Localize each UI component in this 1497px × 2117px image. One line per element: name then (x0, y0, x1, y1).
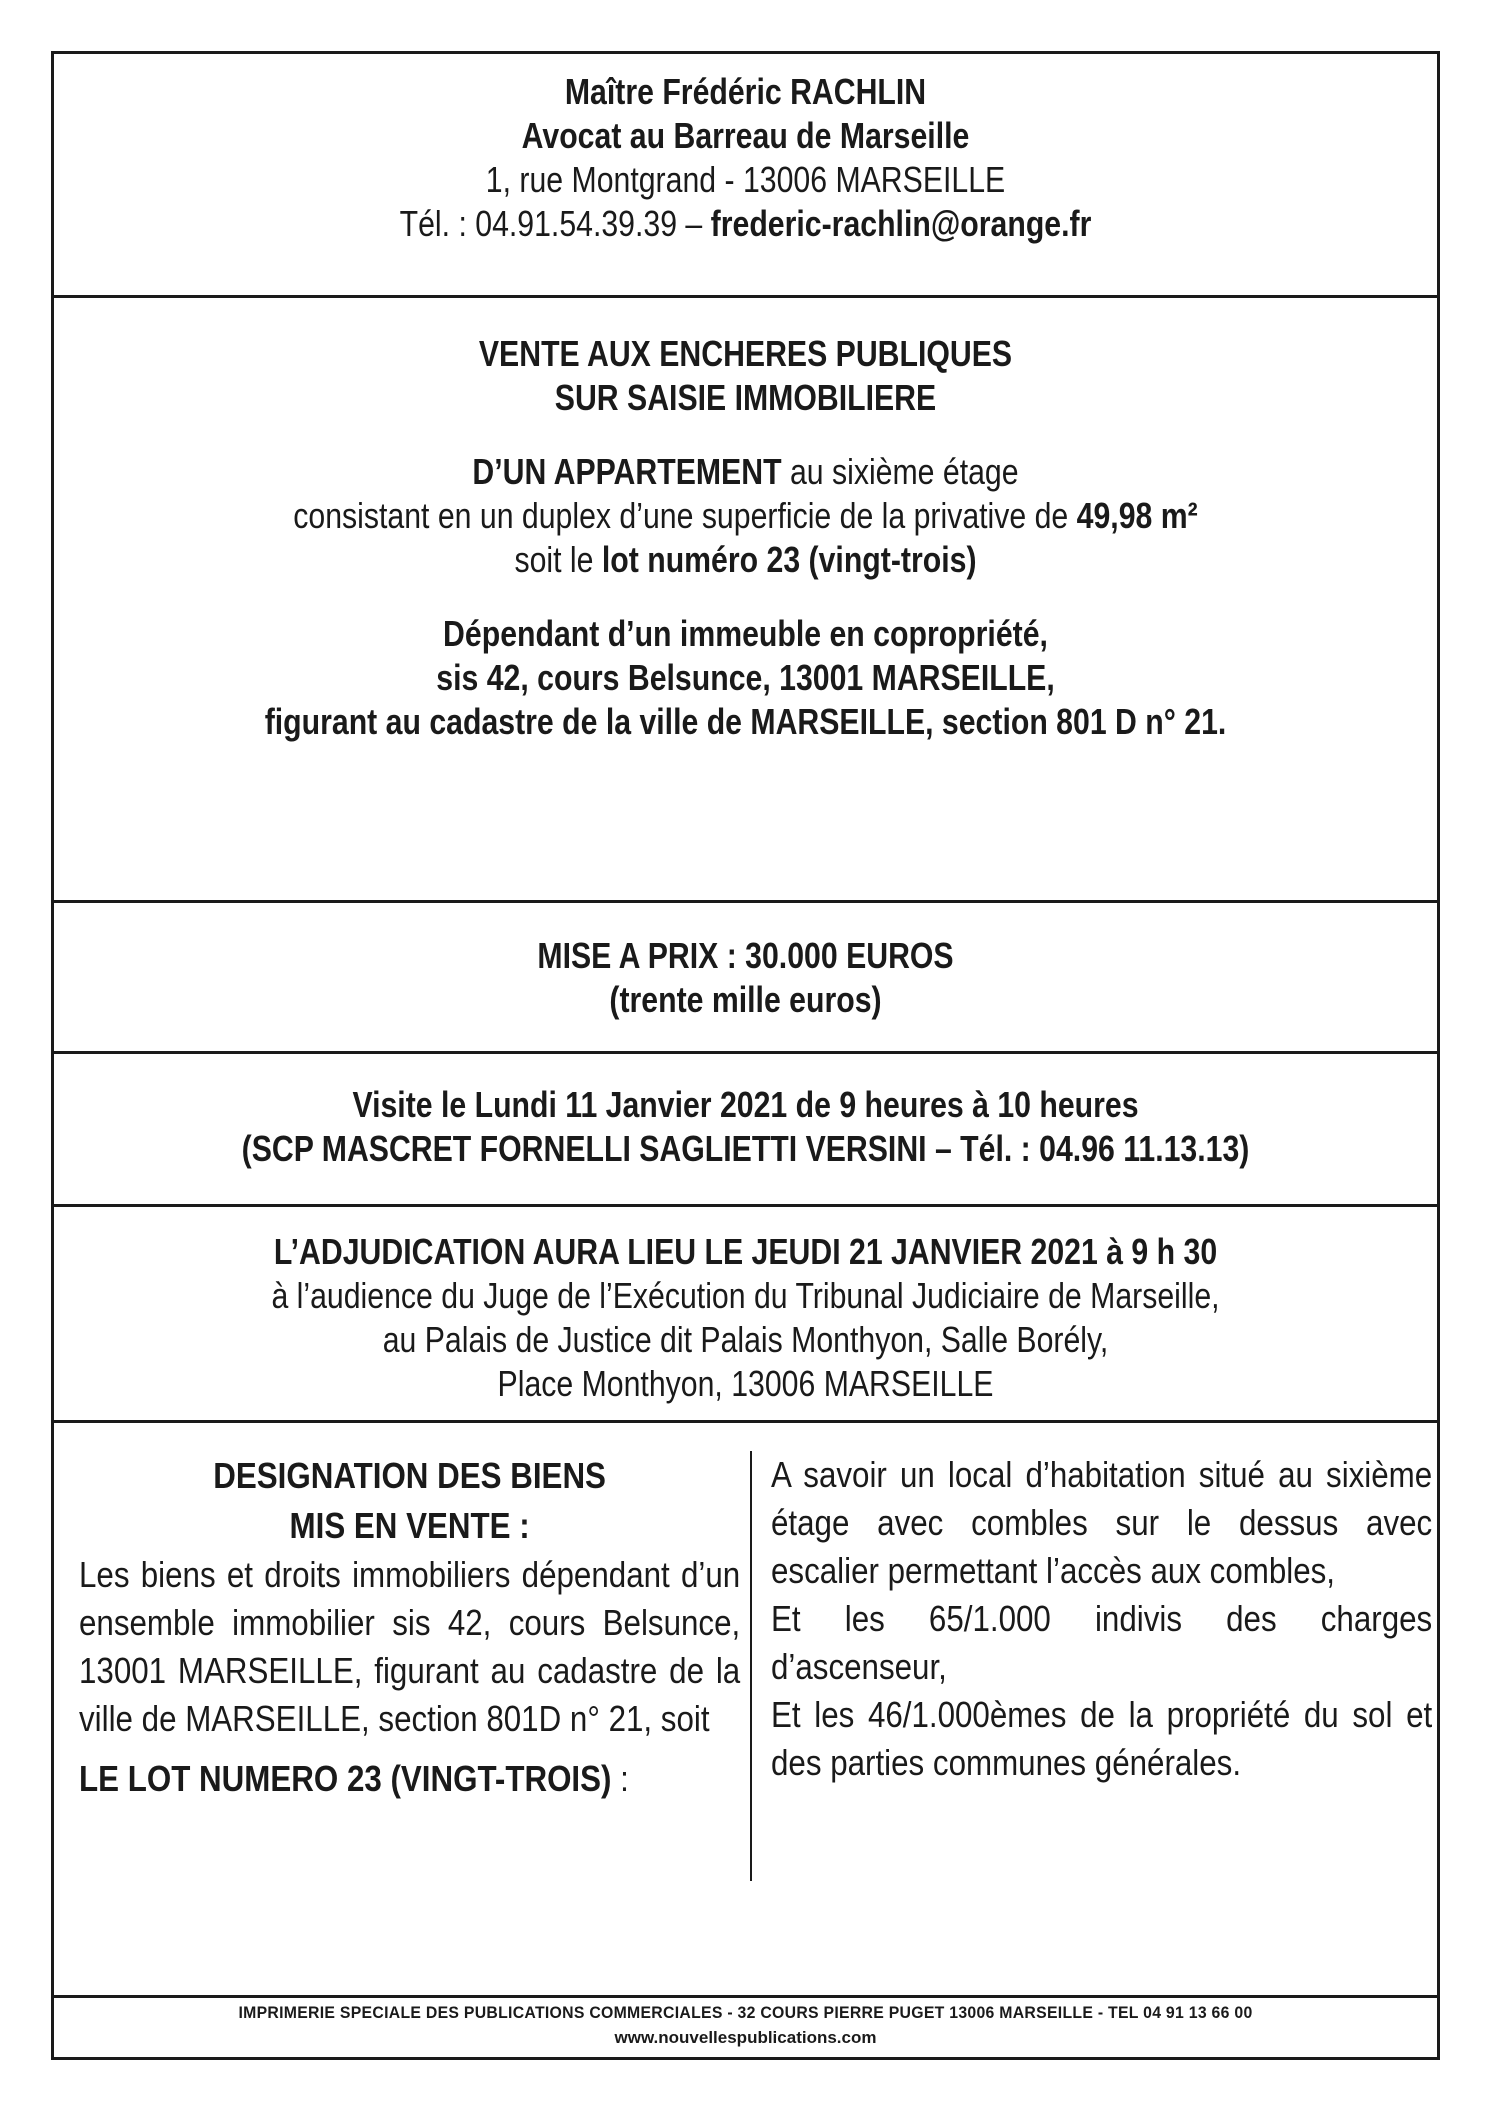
adjudication-line-1: L’ADJUDICATION AURA LIEU LE JEUDI 21 JANVIER 2021 à 9 h 30 (273, 1231, 1218, 1272)
printer-info: IMPRIMERIE SPECIALE DES PUBLICATIONS COMMERCIALES - 32 COURS PIERRE PUGET 13006 MARSEILLE - TEL 04 91 13 66 00 (238, 2003, 1253, 2022)
designation-heading-2: MIS EN VENTE : (289, 1505, 530, 1546)
column-divider (750, 1451, 752, 1881)
building-line-3: figurant au cadastre de la ville de MARSEILLE, section 801 D n° 21. (264, 701, 1227, 742)
designation-body: Les biens et droits immobiliers dépendant d’un ensemble immobilier sis 42, cours Belsunce, 13001 MARSEILLE, figurant au cadastre de la ville de MARSEILLE, section 801D n° 21, soit (79, 1554, 741, 1739)
adjudication-line-3: au Palais de Justice dit Palais Monthyon, Salle Borély, (382, 1319, 1109, 1360)
designation-right-column (771, 1451, 1497, 1787)
lot-prefix: soit le (514, 539, 594, 580)
duplex-text: consistant en un duplex d’une superficie de la privative de (293, 495, 1069, 536)
sale-heading-1: VENTE AUX ENCHERES PUBLIQUES (478, 333, 1013, 374)
lawyer-address: 1, rue Montgrand - 13006 MARSEILLE (485, 159, 1006, 200)
printer-footer (54, 2000, 1437, 2050)
building-line-2: sis 42, cours Belsunce, 13001 MARSEILLE, (436, 657, 1055, 698)
designation-right-1: A savoir un local d’habitation situé au sixième étage avec combles sur le dessus avec escalier permettant l’accès aux combles, (771, 1454, 1433, 1591)
designation-lot-suffix: : (611, 1758, 629, 1799)
visit-line-1: Visite le Lundi 11 Janvier 2021 de 9 heures à 10 heures (352, 1084, 1139, 1125)
lawyer-name: Maître Frédéric RACHLIN (564, 71, 927, 112)
lawyer-email: frederic-rachlin@orange.fr (710, 203, 1092, 244)
apartment-label: D’UN APPARTEMENT (472, 451, 782, 492)
visit-line-2: (SCP MASCRET FORNELLI SAGLIETTI VERSINI – Tél. : 04.96 11.13.13) (241, 1128, 1250, 1169)
lot-value: lot numéro 23 (vingt-trois) (601, 539, 977, 580)
designation-right-3: Et les 46/1.000èmes de la propriété du sol et des parties communes générales. (771, 1694, 1433, 1783)
lawyer-title: Avocat au Barreau de Marseille (521, 115, 970, 156)
sale-heading-2: SUR SAISIE IMMOBILIERE (554, 377, 937, 418)
duplex-line (165, 494, 1327, 538)
adjudication-line-2: à l’audience du Juge de l’Exécution du Tribunal Judiciaire de Marseille, (271, 1275, 1220, 1316)
visit-info (54, 1054, 1437, 1207)
notice-frame (51, 51, 1440, 2060)
price-line-2: (trente mille euros) (609, 979, 882, 1020)
apartment-line (165, 450, 1327, 494)
sale-description (54, 298, 1437, 903)
lawyer-contact (165, 202, 1327, 246)
building-line-1: Dépendant d’un immeuble en copropriété, (443, 613, 1048, 654)
price-line-1: MISE A PRIX : 30.000 EUROS (537, 935, 954, 976)
designation-lot-line (79, 1755, 740, 1803)
designation-heading-1: DESIGNATION DES BIENS (213, 1455, 606, 1496)
starting-price (54, 903, 1437, 1054)
designation-right-2: Et les 65/1.000 indivis des charges d’ascenseur, (771, 1598, 1433, 1687)
designation-lot: LE LOT NUMERO 23 (VINGT-TROIS) (79, 1758, 612, 1799)
adjudication-line-4: Place Monthyon, 13006 MARSEILLE (497, 1363, 994, 1404)
lawyer-header (54, 54, 1437, 298)
adjudication-info (54, 1207, 1437, 1423)
lawyer-phone: Tél. : 04.91.54.39.39 – (399, 203, 703, 244)
apartment-floor: au sixième étage (789, 451, 1019, 492)
lot-line (165, 538, 1327, 582)
property-designation (54, 1423, 1437, 1998)
surface-value: 49,98 m² (1076, 495, 1198, 536)
designation-left-column (79, 1451, 839, 1803)
printer-website[interactable]: www.nouvellespublications.com (614, 2028, 877, 2047)
